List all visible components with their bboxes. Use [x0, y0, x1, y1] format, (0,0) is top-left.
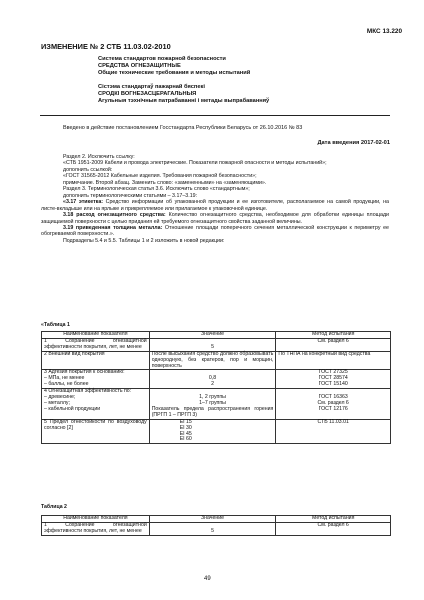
row-name-cell [42, 389, 150, 420]
row-value: EI 15 [179, 418, 192, 425]
row-value: 5 [149, 338, 276, 351]
standard-name-by: СРОДКІ ВОГНЕЗАСЦЕРАГАЛЬНЫЯ [98, 91, 197, 97]
term-3-17-text: Средство информации об упакованной продукции и ее изготовителе, располагаемое на самой продукции, на листе-вкладыше или на ярлыке и прикрепляемое или прилагаемое к упаковочной единице. [41, 199, 389, 212]
row-name: 1 Сохранение огнезащитной эффективности покрытия, лет, не менее [42, 338, 150, 351]
term-3-19-text: Отношение площади поперечного сечения металлической конструкции к периметру ее обогреваемой поверхности.». [41, 224, 389, 238]
row-method: ГОСТ 16363 [318, 394, 348, 401]
row-method-cell [276, 370, 391, 389]
row-name: 4 Огнезащитная эффективность по: [44, 388, 132, 395]
table-row [42, 351, 391, 370]
column-header: Значение [149, 332, 276, 339]
row-value: 1–7 группы [199, 399, 226, 406]
term-3-18 [41, 212, 389, 225]
column-header: Наименование показателя [42, 332, 150, 339]
standard-system-by: Сістэма стандартаў пажарнай бяспекі [98, 84, 205, 90]
row-name: 3 Адгезия покрытия к основанию: [44, 369, 125, 376]
table-row [42, 522, 391, 535]
row-method: ГОСТ 27325 [318, 369, 348, 376]
row-subname: – кабельной продукции [44, 405, 101, 412]
row-method: ГОСТ 28574 [318, 375, 348, 382]
row-method: См. раздел 6 [276, 522, 391, 535]
term-3-18-title: 3.18 расход огнезащитного средства: [63, 212, 166, 219]
standard-title-ru [98, 56, 250, 77]
effective-date: Дата введения 2017-02-01 [317, 140, 390, 146]
table-row [42, 338, 391, 351]
body-paragraph: примечание. Второй абзац. Заменить слово: «замененными» на «заменяющими». [63, 179, 267, 186]
body-paragraph: дополнить терминологическими статьями – 3.17–3.19: [63, 192, 198, 199]
column-header: Метод испытания [276, 332, 391, 339]
standard-system-ru: Система стандартов пожарной безопасности [98, 56, 226, 62]
row-subname: – древесине; [44, 394, 76, 401]
row-value-cell [149, 389, 276, 420]
row-value: 5 [149, 522, 276, 535]
row-value: 1, 2 группы [199, 394, 226, 401]
table-row [42, 389, 391, 420]
divider-rule [40, 115, 390, 116]
column-header: Наименование показателя [42, 516, 150, 523]
column-header: Значение [149, 516, 276, 523]
table1-caption: «Таблица 1 [41, 322, 70, 328]
row-value: Показатель предела распространения горения (ПРГП 1 – ПРГП 3) [151, 405, 274, 418]
row-subname: – баллы, не более [44, 381, 89, 388]
body-paragraph: Раздел 3. Терминологическая статья 3.6. Исключить слово «стандартным»; [63, 186, 250, 193]
standard-title-by [98, 84, 269, 105]
row-subname: – МПа, не менее [44, 375, 85, 382]
body-paragraph: «СТБ 1951-2009 Кабели и провода электрические. Показатели пожарной опасности и методы испытаний»; [63, 160, 327, 167]
table-row [42, 370, 391, 389]
row-method: СТБ 11.03.01 [276, 419, 391, 444]
row-value: EI 30 [179, 424, 192, 431]
row-name: 5 Предел огнестойкости по воздуховоду согласно [2] [42, 419, 150, 444]
term-3-17-title: «3.17 этикетка: [63, 199, 104, 206]
doc-code: МКС 13.220 [366, 28, 402, 35]
term-3-17 [41, 199, 389, 212]
term-3-19-title: 3.19 приведенная толщина металла: [63, 224, 163, 231]
standard-name-ru: СРЕДСТВА ОГНЕЗАЩИТНЫЕ [98, 63, 181, 69]
table2-caption: Таблица 2 [41, 504, 67, 510]
body-paragraph: Подразделы 5.4 и 5.5. Таблицы 1 и 2 изложить в новой редакции: [63, 237, 225, 244]
row-method: ГОСТ 12176 [318, 405, 348, 412]
amendment-body [41, 154, 389, 244]
row-value: EI 45 [179, 430, 192, 437]
row-name: 1 Сохранение огнезащитной эффективности покрытия, лет, не менее [42, 522, 150, 535]
row-value: EI 60 [179, 436, 192, 443]
body-paragraph: «ГОСТ 31565-2012 Кабельные изделия. Требования пожарной безопасности»; [63, 173, 257, 180]
table-2 [41, 515, 391, 536]
term-3-19 [41, 225, 389, 238]
row-method: См. раздел 6 [317, 399, 349, 406]
row-subname: – металлу; [44, 399, 70, 406]
row-name: 2 Внешний вид покрытия [42, 351, 150, 370]
row-value-cell [149, 370, 276, 389]
row-value: После высыхания средство должно образовывать однородную, без кратеров, пор и морщин, поверхность [149, 351, 276, 370]
table-1 [41, 331, 391, 444]
row-name-cell [42, 370, 150, 389]
body-paragraph: Раздел 2. Исключить ссылку: [63, 154, 135, 160]
row-value-cell [149, 419, 276, 444]
standard-subtitle-ru: Общие технические требования и методы испытаний [98, 70, 251, 76]
intro-line: Введено в действие постановлением Госстандарта Республики Беларусь от 26.10.2016 № 83 [63, 125, 303, 131]
row-method: ГОСТ 15140 [318, 381, 348, 388]
row-method: По ТНПА на конкретный вид средства [276, 351, 391, 370]
amendment-heading: ИЗМЕНЕНИЕ № 2 СТБ 11.03.02-2010 [41, 42, 171, 51]
row-value: 0,8 [208, 375, 217, 382]
standard-subtitle-by: Агульныя тэхнічныя патрабаванні і метады выпрабаванняў [98, 98, 270, 104]
row-value: 2 [211, 381, 214, 388]
column-header: Метод испытания [276, 516, 391, 523]
page-number: 49 [204, 576, 211, 582]
term-3-18-text: Количество огнезащитного средства, необходимое для обработки единицы площади защищаемой поверхности с целью придания ей требуемого огнезащитного свойства заданной величины. [41, 212, 390, 225]
row-method-cell [276, 389, 391, 420]
table-row [42, 419, 391, 444]
row-method: См. раздел 6 [276, 338, 391, 351]
body-paragraph: дополнить ссылкой: [63, 166, 113, 173]
